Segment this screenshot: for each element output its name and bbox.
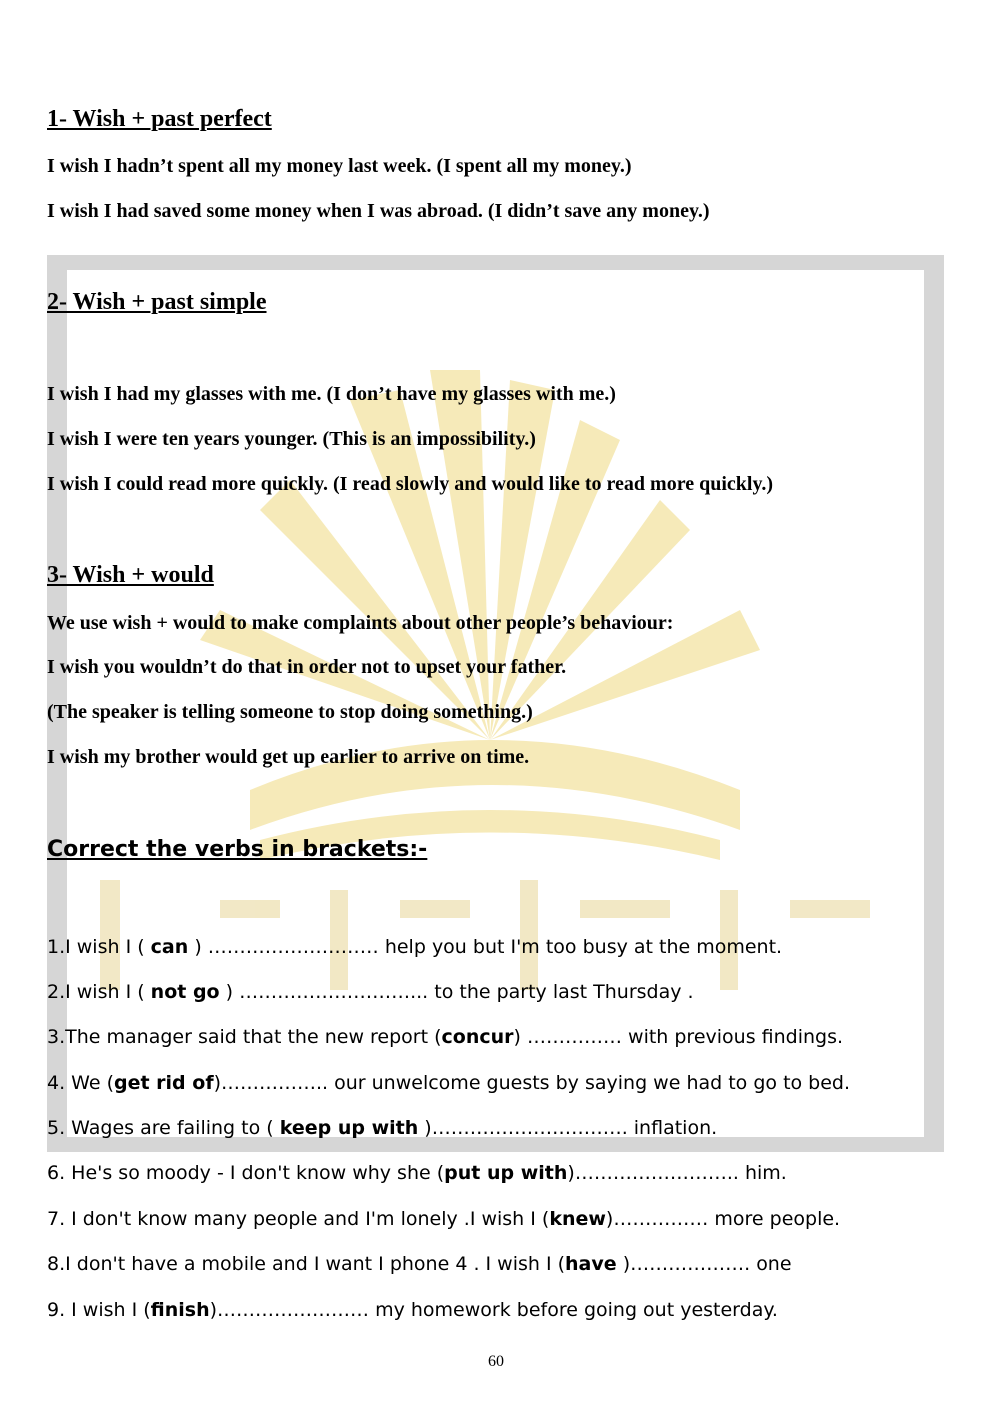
section1-line1: I wish I hadn’t spent all my money last week. (I spent all my money.) bbox=[47, 155, 632, 177]
exercise-item: 1.I wish I ( can ) ……………………… help you but I'm too busy at the moment. bbox=[47, 936, 783, 958]
section2-line2: I wish I were ten years younger. (This is an impossibility.) bbox=[47, 428, 536, 450]
exercise-item: 4. We (get rid of)…………….. our unwelcome guests by saying we had to go to bed. bbox=[47, 1072, 851, 1094]
section2-line3: I wish I could read more quickly. (I read slowly and would like to read more quickly.) bbox=[47, 473, 774, 495]
exercise-item: 5. Wages are failing to ( keep up with )…………………………. inflation. bbox=[47, 1117, 718, 1139]
verb: knew bbox=[549, 1208, 606, 1230]
section3-heading: 3- Wish + would bbox=[47, 562, 214, 588]
exercise-item: 2.I wish I ( not go ) ………………………... to the party last Thursday . bbox=[47, 981, 694, 1003]
verb: finish bbox=[150, 1299, 210, 1321]
section3-line4: I wish my brother would get up earlier to arrive on time. bbox=[47, 746, 530, 768]
verb: concur bbox=[441, 1026, 514, 1048]
section1-line2: I wish I had saved some money when I was abroad. (I didn’t save any money.) bbox=[47, 200, 710, 222]
section2-line1: I wish I had my glasses with me. (I don’t have my glasses with me.) bbox=[47, 383, 616, 405]
section3-line3: (The speaker is telling someone to stop doing something.) bbox=[47, 701, 533, 723]
watermark-logo bbox=[100, 360, 880, 1000]
exercise-item: 3.The manager said that the new report (concur) …………… with previous findings. bbox=[47, 1026, 844, 1048]
exercise-item: 7. I don't know many people and I'm lonely .I wish I (knew)…………… more people. bbox=[47, 1208, 841, 1230]
page-number: 60 bbox=[488, 1353, 504, 1370]
exercise-item: 8.I don't have a mobile and I want I phone 4 . I wish I (have )………………. one bbox=[47, 1253, 792, 1275]
panel-border-bottom bbox=[47, 1137, 944, 1152]
section1-heading: 1- Wish + past perfect bbox=[47, 106, 272, 132]
section2-heading: 2- Wish + past simple bbox=[47, 289, 267, 315]
verb: not go bbox=[150, 981, 220, 1003]
exercise-item: 9. I wish I (finish)…………………… my homework before going out yesterday. bbox=[47, 1299, 778, 1321]
verb: put up with bbox=[444, 1162, 568, 1184]
exercise-heading: Correct the verbs in brackets:- bbox=[47, 837, 428, 862]
verb: keep up with bbox=[279, 1117, 419, 1139]
section3-line1: We use wish + would to make complaints about other people’s behaviour: bbox=[47, 612, 674, 634]
verb: have bbox=[565, 1253, 617, 1275]
exercise-item: 6. He's so moody - I don't know why she (put up with)…………………….. him. bbox=[47, 1162, 787, 1184]
section3-line2: I wish you wouldn’t do that in order not to upset your father. bbox=[47, 656, 567, 678]
verb: can bbox=[150, 936, 189, 958]
verb: get rid of bbox=[113, 1072, 214, 1094]
panel-border-right bbox=[924, 255, 944, 1152]
